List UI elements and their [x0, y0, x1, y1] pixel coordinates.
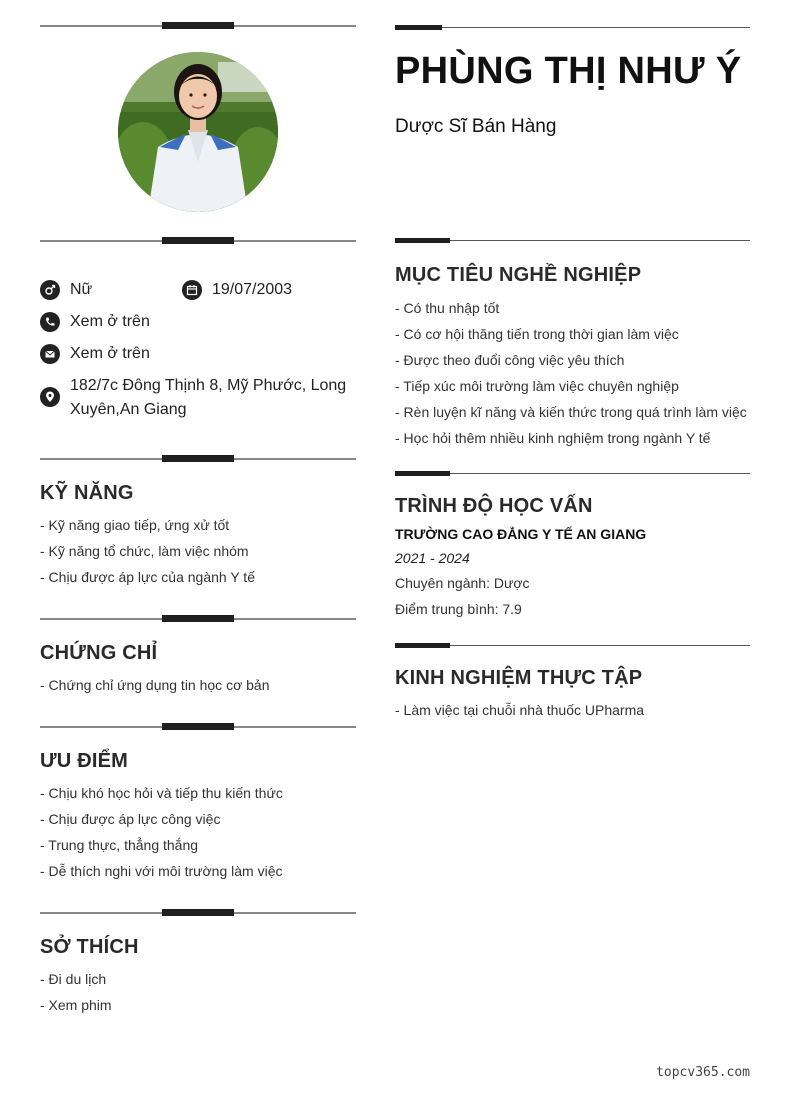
list-item: - Học hỏi thêm nhiều kinh nghiệm trong ngành Y tế [395, 430, 711, 446]
divider-education [395, 471, 750, 477]
education-gpa: Điểm trung bình: 7.9 [395, 601, 522, 617]
list-item: - Rèn luyện kĩ năng và kiến thức trong quá trình làm việc [395, 404, 747, 420]
location-icon [40, 387, 60, 407]
gender-row [40, 278, 92, 302]
strengths-list [40, 780, 283, 884]
list-item: - Kỹ năng giao tiếp, ứng xử tốt [40, 517, 230, 533]
education-major: Chuyên ngành: Dược [395, 575, 530, 591]
divider-skills [40, 455, 356, 463]
objective-list [395, 295, 747, 451]
list-item: - Có cơ hội thăng tiến trong thời gian làm việc [395, 326, 679, 342]
address-value: 182/7c Đông Thịnh 8, Mỹ Phước, Long Xuyên,An Giang [70, 377, 347, 418]
hobbies-title: SỞ THÍCH [40, 936, 139, 958]
email-value: Xem ở trên [70, 345, 150, 362]
list-item: - Kỹ năng tổ chức, làm việc nhóm [40, 543, 249, 559]
list-item: - Xem phim [40, 997, 112, 1013]
certificates-list [40, 672, 270, 698]
email-row [40, 342, 150, 366]
list-item: - Làm việc tại chuỗi nhà thuốc UPharma [395, 702, 645, 718]
education-years: 2021 - 2024 [395, 550, 470, 566]
phone-icon [40, 312, 60, 332]
calendar-icon [182, 280, 202, 300]
list-item: - Có thu nhập tốt [395, 300, 500, 316]
divider-top-left [40, 22, 356, 30]
list-item: - Được theo đuổi công việc yêu thích [395, 352, 625, 368]
divider-top-right [395, 25, 750, 31]
candidate-name: PHÙNG THỊ NHƯ Ý [395, 50, 742, 92]
phone-row [40, 310, 150, 334]
list-item: - Chịu được áp lực của ngành Y tế [40, 569, 255, 585]
birthdate-row [182, 278, 292, 302]
education-title: TRÌNH ĐỘ HỌC VẤN [395, 495, 593, 517]
experience-list [395, 697, 644, 723]
address-row [40, 374, 356, 422]
list-item: - Dễ thích nghi với môi trường làm việc [40, 863, 283, 879]
strengths-title: ƯU ĐIỂM [40, 750, 128, 772]
divider-objective [395, 238, 750, 244]
list-item: - Đi du lịch [40, 971, 107, 987]
divider-certificates [40, 615, 356, 623]
list-item: - Trung thực, thẳng thắng [40, 837, 199, 853]
certificates-title: CHỨNG CHỈ [40, 642, 158, 664]
phone-value: Xem ở trên [70, 313, 150, 330]
divider-experience [395, 643, 750, 649]
divider-strengths [40, 723, 356, 731]
divider-contact [40, 237, 356, 245]
birthdate-value: 19/07/2003 [212, 281, 293, 298]
gender-icon [40, 280, 60, 300]
divider-hobbies [40, 909, 356, 917]
objective-title: MỤC TIÊU NGHỀ NGHIỆP [395, 264, 642, 286]
list-item: - Chứng chỉ ứng dụng tin học cơ bản [40, 677, 270, 693]
email-icon [40, 344, 60, 364]
watermark: topcv365.com [656, 1065, 750, 1080]
list-item: - Tiếp xúc môi trường làm việc chuyên nghiệp [395, 378, 679, 394]
list-item: - Chịu được áp lực công việc [40, 811, 221, 827]
skills-list [40, 512, 255, 590]
experience-title: KINH NGHIỆM THỰC TẬP [395, 667, 643, 689]
education-school: TRƯỜNG CAO ĐẲNG Y TẾ AN GIANG [395, 526, 647, 542]
skills-title: KỸ NĂNG [40, 482, 134, 504]
list-item: - Chịu khó học hỏi và tiếp thu kiến thức [40, 785, 283, 801]
avatar [118, 52, 278, 212]
gender-value: Nữ [70, 281, 93, 298]
job-title: Dược Sĩ Bán Hàng [395, 116, 557, 137]
hobbies-list [40, 966, 112, 1018]
